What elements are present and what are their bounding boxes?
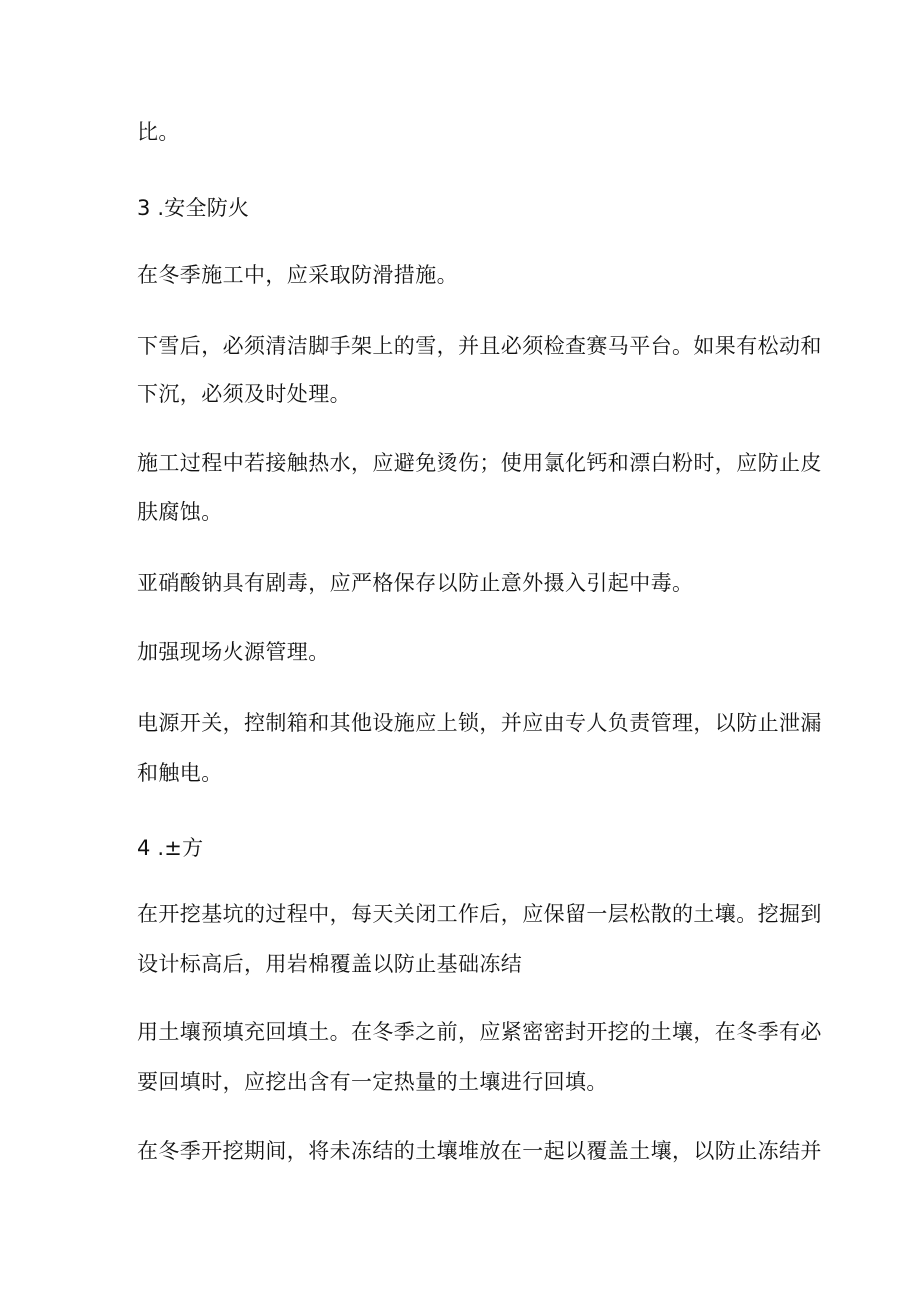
paragraph-line: 在冬季开挖期间，将未冻结的土壤堆放在一起以覆盖土壤，以防止冻结并 xyxy=(137,1139,822,1163)
paragraph-line: 在开挖基坑的过程中，每天关闭工作后，应保留一层松散的土壤。挖掘到 xyxy=(137,902,822,926)
text-line-continuation: 比。 xyxy=(137,120,180,144)
paragraph-line: 用土壤预填充回填土。在冬季之前，应紧密密封开挖的土壤，在冬季有必 xyxy=(137,1020,822,1044)
paragraph-line: 施工过程中若接触热水，应避免烫伤；使用氯化钙和漂白粉时，应防止皮 xyxy=(137,451,822,475)
paragraph-line: 电源开关，控制箱和其他设施应上锁，并应由专人负责管理，以防止泄漏 xyxy=(137,711,822,735)
paragraph-line: 设计标高后，用岩棉覆盖以防止基础冻结 xyxy=(137,952,523,976)
section-heading-fire-safety: 3 .安全防火 xyxy=(137,196,250,220)
paragraph-line: 加强现场火源管理。 xyxy=(137,640,330,664)
paragraph-line: 下雪后，必须清洁脚手架上的雪，并且必须检查赛马平台。如果有松动和 xyxy=(137,334,822,358)
paragraph-line: 在冬季施工中，应采取防滑措施。 xyxy=(137,263,458,287)
paragraph-line: 亚硝酸钠具有剧毒，应严格保存以防止意外摄入引起中毒。 xyxy=(137,571,694,595)
paragraph-line: 和触电。 xyxy=(137,761,223,785)
paragraph-line: 肤腐蚀。 xyxy=(137,500,223,524)
paragraph-line: 下沉，必须及时处理。 xyxy=(137,382,351,406)
paragraph-line: 要回填时，应挖出含有一定热量的土壤进行回填。 xyxy=(137,1070,608,1094)
section-heading-earthwork: 4 .±方 xyxy=(137,836,204,860)
